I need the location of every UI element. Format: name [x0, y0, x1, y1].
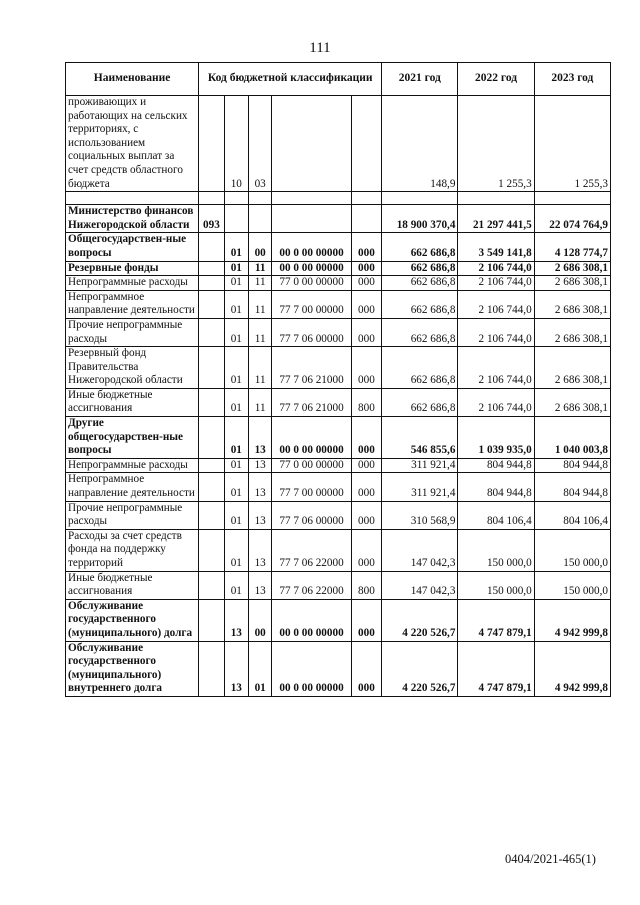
- cell-2022: 2 106 744,0: [458, 290, 534, 318]
- cell-expense-type: 000: [351, 417, 382, 459]
- cell-2023: 2 686 308,1: [534, 276, 610, 291]
- cell-section: 01: [224, 233, 248, 261]
- cell-ministry: [199, 529, 224, 571]
- table-row: [66, 501, 611, 529]
- cell-2021: 662 686,8: [382, 290, 458, 318]
- cell-section: 01: [224, 318, 248, 346]
- table-row: [66, 473, 611, 501]
- cell-2023: 1 040 003,8: [534, 417, 610, 459]
- cell-name: Резервный фонд Правительства Нижегородской области: [66, 347, 199, 389]
- cell-target-article: [272, 96, 351, 192]
- cell-2021: 662 686,8: [382, 318, 458, 346]
- cell-2021: 662 686,8: [382, 388, 458, 416]
- cell-2021: 311 921,4: [382, 473, 458, 501]
- cell-section: 01: [224, 571, 248, 599]
- cell-2021: 147 042,3: [382, 529, 458, 571]
- table-row: [66, 318, 611, 346]
- cell-expense-type: 000: [351, 529, 382, 571]
- cell-ministry: [199, 417, 224, 459]
- cell-expense-type: 000: [351, 641, 382, 696]
- cell-subsection: 11: [248, 347, 271, 389]
- spacer-cell: [224, 192, 248, 205]
- table-row: [66, 96, 611, 192]
- cell-subsection: 11: [248, 318, 271, 346]
- cell-2022: 1 255,3: [458, 96, 534, 192]
- cell-subsection: 11: [248, 261, 271, 276]
- cell-target-article: 77 7 06 21000: [272, 347, 351, 389]
- cell-section: 01: [224, 276, 248, 291]
- cell-2023: 150 000,0: [534, 529, 610, 571]
- cell-2021: 4 220 526,7: [382, 641, 458, 696]
- cell-2023: 2 686 308,1: [534, 318, 610, 346]
- cell-section: [224, 205, 248, 233]
- cell-name: Общегосударствен-ные вопросы: [66, 233, 199, 261]
- cell-target-article: 77 7 06 00000: [272, 501, 351, 529]
- cell-target-article: [272, 205, 351, 233]
- header-code: Код бюджетной классификации: [199, 63, 382, 96]
- cell-section: 01: [224, 347, 248, 389]
- header-2022: 2022 год: [458, 63, 534, 96]
- cell-target-article: 77 7 06 21000: [272, 388, 351, 416]
- cell-2023: 2 686 308,1: [534, 261, 610, 276]
- cell-2021: 662 686,8: [382, 347, 458, 389]
- cell-subsection: 00: [248, 233, 271, 261]
- budget-table: [65, 62, 611, 697]
- cell-2021: 662 686,8: [382, 261, 458, 276]
- cell-subsection: 13: [248, 529, 271, 571]
- spacer-cell: [382, 192, 458, 205]
- cell-2022: 21 297 441,5: [458, 205, 534, 233]
- cell-2023: 150 000,0: [534, 571, 610, 599]
- cell-2022: 2 106 744,0: [458, 276, 534, 291]
- cell-subsection: 11: [248, 276, 271, 291]
- cell-expense-type: 000: [351, 473, 382, 501]
- cell-subsection: 13: [248, 473, 271, 501]
- cell-2022: 2 106 744,0: [458, 388, 534, 416]
- cell-ministry: [199, 501, 224, 529]
- table-row: [66, 205, 611, 233]
- cell-2021: 18 900 370,4: [382, 205, 458, 233]
- cell-2022: 804 106,4: [458, 501, 534, 529]
- cell-section: 01: [224, 501, 248, 529]
- cell-expense-type: [351, 205, 382, 233]
- cell-target-article: 00 0 00 00000: [272, 417, 351, 459]
- table-row: [66, 458, 611, 473]
- cell-target-article: 77 7 06 00000: [272, 318, 351, 346]
- table-row: [66, 388, 611, 416]
- cell-name: Расходы за счет средств фонда на поддержку территорий: [66, 529, 199, 571]
- cell-ministry: [199, 261, 224, 276]
- cell-subsection: 01: [248, 641, 271, 696]
- cell-expense-type: 800: [351, 388, 382, 416]
- cell-2022: 4 747 879,1: [458, 599, 534, 641]
- header-2023: 2023 год: [534, 63, 610, 96]
- cell-expense-type: 000: [351, 501, 382, 529]
- cell-target-article: 77 0 00 00000: [272, 458, 351, 473]
- cell-2022: 2 106 744,0: [458, 261, 534, 276]
- table-row: [66, 233, 611, 261]
- cell-2021: 310 568,9: [382, 501, 458, 529]
- cell-expense-type: 000: [351, 347, 382, 389]
- cell-2023: 804 944,8: [534, 473, 610, 501]
- cell-name: Иные бюджетные ассигнования: [66, 388, 199, 416]
- cell-2023: 804 944,8: [534, 458, 610, 473]
- cell-2021: 148,9: [382, 96, 458, 192]
- table-row: [66, 347, 611, 389]
- cell-2021: 311 921,4: [382, 458, 458, 473]
- cell-ministry: [199, 347, 224, 389]
- cell-ministry: [199, 318, 224, 346]
- cell-2023: 4 942 999,8: [534, 599, 610, 641]
- cell-2023: 22 074 764,9: [534, 205, 610, 233]
- cell-ministry: [199, 458, 224, 473]
- cell-subsection: 13: [248, 571, 271, 599]
- cell-name: проживающих и работающих на сельских территориях, с использованием социальных выплат за счет средств областного бюджета: [66, 96, 199, 192]
- cell-ministry: [199, 233, 224, 261]
- cell-expense-type: 800: [351, 571, 382, 599]
- cell-subsection: 00: [248, 599, 271, 641]
- cell-section: 01: [224, 417, 248, 459]
- cell-section: 13: [224, 641, 248, 696]
- cell-subsection: 11: [248, 290, 271, 318]
- cell-name: Непрограммное направление деятельности: [66, 473, 199, 501]
- table-row: [66, 529, 611, 571]
- table-row: [66, 641, 611, 696]
- cell-2022: 1 039 935,0: [458, 417, 534, 459]
- cell-subsection: 03: [248, 96, 271, 192]
- cell-expense-type: 000: [351, 261, 382, 276]
- cell-expense-type: [351, 96, 382, 192]
- table-row: [66, 276, 611, 291]
- cell-subsection: 13: [248, 501, 271, 529]
- cell-target-article: 77 7 00 00000: [272, 473, 351, 501]
- spacer-cell: [272, 192, 351, 205]
- cell-name: Министерство финансов Нижегородской области: [66, 205, 199, 233]
- table-header-row: [66, 63, 611, 96]
- cell-2022: 2 106 744,0: [458, 318, 534, 346]
- cell-ministry: [199, 599, 224, 641]
- cell-2021: 662 686,8: [382, 276, 458, 291]
- cell-target-article: 77 7 06 22000: [272, 529, 351, 571]
- cell-expense-type: 000: [351, 233, 382, 261]
- cell-target-article: 00 0 00 00000: [272, 599, 351, 641]
- spacer-cell: [458, 192, 534, 205]
- header-2021: 2021 год: [382, 63, 458, 96]
- cell-2021: 662 686,8: [382, 233, 458, 261]
- cell-name: Прочие непрограммные расходы: [66, 501, 199, 529]
- cell-ministry: [199, 276, 224, 291]
- cell-target-article: 00 0 00 00000: [272, 261, 351, 276]
- cell-2023: 1 255,3: [534, 96, 610, 192]
- table-body: [66, 96, 611, 697]
- table-row: [66, 417, 611, 459]
- cell-subsection: [248, 205, 271, 233]
- cell-2023: 804 106,4: [534, 501, 610, 529]
- cell-ministry: [199, 473, 224, 501]
- cell-section: 01: [224, 261, 248, 276]
- cell-section: 01: [224, 290, 248, 318]
- cell-subsection: 13: [248, 458, 271, 473]
- table-row: [66, 261, 611, 276]
- spacer-cell: [248, 192, 271, 205]
- cell-ministry: [199, 388, 224, 416]
- cell-ministry: [199, 641, 224, 696]
- cell-2021: 147 042,3: [382, 571, 458, 599]
- cell-section: 01: [224, 473, 248, 501]
- cell-subsection: 13: [248, 417, 271, 459]
- cell-target-article: 77 0 00 00000: [272, 276, 351, 291]
- page-number: 111: [309, 40, 331, 56]
- cell-target-article: 77 7 00 00000: [272, 290, 351, 318]
- cell-name: Другие общегосударствен-ные вопросы: [66, 417, 199, 459]
- cell-expense-type: 000: [351, 599, 382, 641]
- table-row: [66, 290, 611, 318]
- cell-2022: 150 000,0: [458, 571, 534, 599]
- spacer-row: [66, 192, 611, 205]
- cell-expense-type: 000: [351, 458, 382, 473]
- cell-name: Непрограммное направление деятельности: [66, 290, 199, 318]
- cell-expense-type: 000: [351, 318, 382, 346]
- cell-section: 01: [224, 458, 248, 473]
- cell-2023: 4 942 999,8: [534, 641, 610, 696]
- cell-section: 01: [224, 388, 248, 416]
- cell-ministry: 093: [199, 205, 224, 233]
- cell-2023: 2 686 308,1: [534, 347, 610, 389]
- cell-2022: 804 944,8: [458, 473, 534, 501]
- cell-2023: 2 686 308,1: [534, 388, 610, 416]
- cell-section: 01: [224, 529, 248, 571]
- table-row: [66, 599, 611, 641]
- cell-name: Обслуживание государственного (муниципального) внутреннего долга: [66, 641, 199, 696]
- cell-subsection: 11: [248, 388, 271, 416]
- cell-2022: 150 000,0: [458, 529, 534, 571]
- cell-name: Резервные фонды: [66, 261, 199, 276]
- cell-2022: 804 944,8: [458, 458, 534, 473]
- cell-2022: 3 549 141,8: [458, 233, 534, 261]
- table-row: [66, 571, 611, 599]
- header-name: Наименование: [66, 63, 199, 96]
- cell-section: 10: [224, 96, 248, 192]
- cell-name: Иные бюджетные ассигнования: [66, 571, 199, 599]
- cell-ministry: [199, 290, 224, 318]
- cell-name: Обслуживание государственного (муниципального) долга: [66, 599, 199, 641]
- cell-target-article: 77 7 06 22000: [272, 571, 351, 599]
- spacer-cell: [199, 192, 224, 205]
- cell-2022: 4 747 879,1: [458, 641, 534, 696]
- cell-name: Непрограммные расходы: [66, 458, 199, 473]
- cell-target-article: 00 0 00 00000: [272, 233, 351, 261]
- cell-ministry: [199, 571, 224, 599]
- cell-name: Непрограммные расходы: [66, 276, 199, 291]
- spacer-cell: [351, 192, 382, 205]
- cell-target-article: 00 0 00 00000: [272, 641, 351, 696]
- cell-ministry: [199, 96, 224, 192]
- spacer-cell: [66, 192, 199, 205]
- document-code: 0404/2021-465(1): [505, 852, 596, 866]
- cell-2023: 2 686 308,1: [534, 290, 610, 318]
- spacer-cell: [534, 192, 610, 205]
- cell-expense-type: 000: [351, 290, 382, 318]
- cell-expense-type: 000: [351, 276, 382, 291]
- cell-section: 13: [224, 599, 248, 641]
- cell-2022: 2 106 744,0: [458, 347, 534, 389]
- cell-2023: 4 128 774,7: [534, 233, 610, 261]
- cell-name: Прочие непрограммные расходы: [66, 318, 199, 346]
- cell-2021: 546 855,6: [382, 417, 458, 459]
- cell-2021: 4 220 526,7: [382, 599, 458, 641]
